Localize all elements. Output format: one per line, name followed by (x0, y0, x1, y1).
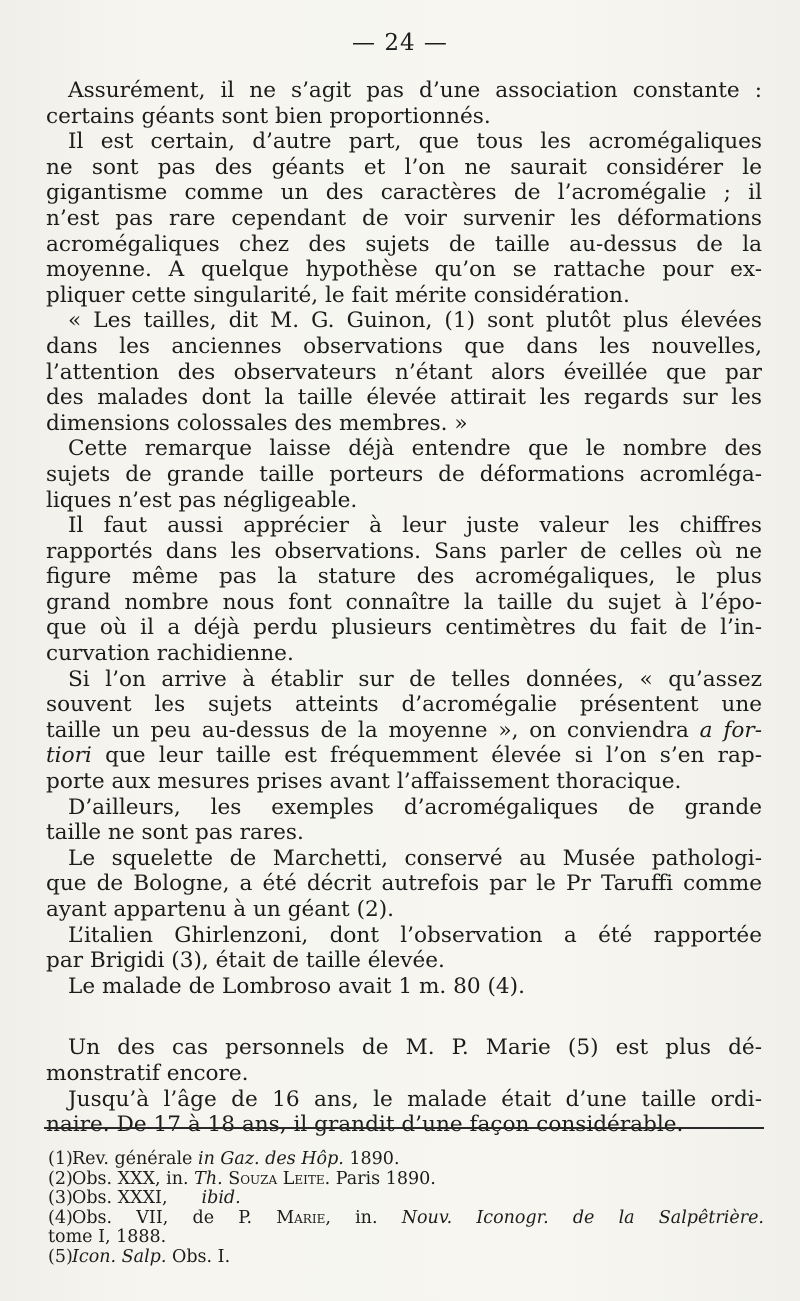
paragraph-gap (46, 999, 762, 1035)
footnote (48, 1170, 764, 1190)
text-line (46, 564, 762, 590)
body-text (46, 78, 762, 1138)
footnote (48, 1189, 764, 1209)
line-text: curvation rachidienne. (46, 641, 294, 667)
text-line (46, 923, 762, 949)
line-text: que de Bologne, a été décrit autrefois par le Pr Taruffi comme (46, 871, 762, 897)
text-line (46, 1087, 762, 1113)
line-text: pliquer cette singularité, le fait mérite considération. (46, 282, 630, 308)
line-text: monstratif encore. (46, 1060, 249, 1086)
line-text: taille ne sont pas rares. (46, 820, 304, 846)
text-line (46, 104, 762, 130)
footnote (48, 1248, 764, 1268)
footnote-number: (2) (48, 1168, 73, 1189)
line-text: que où il a déjà perdu plusieurs centimètres du fait de l’in- (46, 615, 762, 641)
text-line (46, 846, 762, 872)
footnote (48, 1209, 764, 1229)
text-line (46, 232, 762, 258)
text-line (46, 539, 762, 565)
text-line (46, 974, 762, 1000)
footnote-text: Obs. VII, de (72, 1207, 239, 1228)
page-number: — 24 — (352, 30, 448, 56)
footnote-italic: in Gaz. des Hôp. (197, 1149, 344, 1169)
footnotes (48, 1150, 764, 1267)
text-line (46, 155, 762, 181)
line-text: moyenne. A quelque hypothèse qu’on se rattache pour ex- (46, 257, 762, 283)
line-text: grand nombre nous font connaître la taille du sujet à l’épo- (46, 589, 762, 615)
text-line (46, 462, 762, 488)
footnote-divider (44, 1127, 764, 1129)
text-line (46, 667, 762, 693)
line-text: « Les tailles, dit M. G. Guinon, (1) sont plutôt plus élevées (68, 308, 762, 334)
line-text: Assurément, il ne s’agit pas d’une association constante : (68, 78, 762, 103)
text-line (46, 718, 762, 744)
line-text: taille un peu au-dessus de la moyenne », on conviendra (46, 717, 689, 743)
line-text: naire. De 17 à 18 ans, il grandit d’une façon considérable. (46, 1112, 684, 1138)
line-text: n’est pas rare cependant de voir survenir les déformations (46, 205, 762, 231)
text-line (46, 615, 762, 641)
text-line (46, 743, 762, 769)
line-text: Il faut aussi apprécier à leur juste valeur les chiffres (68, 513, 762, 539)
line-text: Un des cas personnels de M. P. Marie (5) est plus dé- (68, 1035, 762, 1061)
text-line (46, 206, 762, 232)
line-text: Jusqu’à l’âge de 16 ans, le malade était d’une taille ordi- (68, 1086, 762, 1112)
footnote-text: Obs. I. (166, 1246, 231, 1267)
footnote-text: Obs. XXX, in. (72, 1168, 195, 1189)
text-line (46, 692, 762, 718)
line-text: gigantisme comme un des caractères de l’acromégalie ; il (46, 180, 762, 206)
line-text: Il est certain, d’autre part, que tous les acromégaliques (68, 129, 762, 155)
footnote-italic: Icon. Salp. (72, 1246, 167, 1267)
footnote-text: Obs. XXXI, (72, 1188, 168, 1208)
text-line (46, 308, 762, 334)
italic-text: tiori (46, 743, 106, 769)
footnote-italic: Nouv. Iconogr. de la Salpêtrière. (401, 1207, 764, 1228)
footnote-ibid: ibid. (201, 1188, 241, 1208)
line-text: ayant appartenu à un géant (2). (46, 897, 395, 922)
text-line (46, 513, 762, 539)
line-text: Cette remarque laisse déjà entendre que le nombre des (68, 436, 762, 462)
line-text: des malades dont la taille élevée attirait les regards sur les (46, 385, 762, 411)
footnote-text: tome I, 1888. (48, 1227, 167, 1247)
text-line (46, 436, 762, 462)
line-text: Si l’on arrive à établir sur de telles données, « qu’assez (68, 666, 762, 692)
text-line (46, 385, 762, 411)
text-line (46, 1112, 762, 1138)
line-text: liques n’est pas négligeable. (46, 487, 358, 513)
text-line (46, 795, 762, 821)
line-text: L’italien Ghirlenzoni, dont l’observation a été rapportée (68, 922, 762, 948)
text-line (46, 948, 762, 974)
footnote-text: 1890. (343, 1149, 400, 1169)
line-text: dimensions colossales des membres. » (46, 410, 468, 436)
line-text: certains géants sont bien proportionnés. (46, 103, 491, 129)
line-text: ne sont pas des géants et l’on ne saurait considérer le (46, 154, 762, 180)
footnote-text: , in. (325, 1207, 402, 1228)
footnote-number: (5) (48, 1246, 73, 1267)
footnote-author: P. Marie (238, 1207, 326, 1228)
text-line (46, 78, 762, 104)
footnote-number: (3) (48, 1188, 73, 1208)
footnote (48, 1228, 764, 1248)
footnote-italic: Th. (194, 1168, 223, 1189)
text-line (46, 334, 762, 360)
text-line (46, 360, 762, 386)
text-line (46, 1035, 762, 1061)
line-text: par Brigidi (3), était de taille élevée. (46, 948, 445, 974)
text-line (46, 411, 762, 437)
footnote-author: Souza Leite (222, 1168, 325, 1189)
line-text: souvent les sujets atteints d’acromégalie présentent une (46, 692, 762, 718)
line-text: porte aux mesures prises avant l’affaissement thoracique. (46, 769, 682, 795)
footnote-text: Rev. générale (72, 1149, 198, 1169)
footnote (48, 1150, 764, 1170)
text-line (46, 257, 762, 283)
text-line (46, 641, 762, 667)
line-text: figure même pas la stature des acromégaliques, le plus (46, 564, 762, 590)
italic-text: a for- (688, 717, 762, 743)
line-text: rapportés dans les observations. Sans parler de celles où ne (46, 538, 762, 564)
text-line (46, 820, 762, 846)
text-line (46, 1061, 762, 1087)
text-line (46, 488, 762, 514)
text-line (46, 769, 762, 795)
line-text: D’ailleurs, les exemples d’acromégaliques de grande (68, 794, 762, 820)
footnote-number: (4) (48, 1207, 73, 1228)
line-text: Le malade de Lombroso avait 1 m. 80 (4). (68, 973, 525, 999)
text-line (46, 897, 762, 923)
line-text: que leur taille est fréquemment élevée si l’on s’en rap- (105, 743, 762, 769)
line-text: sujets de grande taille porteurs de déformations acromléga- (46, 461, 762, 487)
text-line (46, 871, 762, 897)
footnote-number: (1) (48, 1149, 73, 1169)
text-line (46, 590, 762, 616)
line-text: Le squelette de Marchetti, conservé au Musée pathologi- (68, 845, 762, 871)
text-line (46, 283, 762, 309)
text-line (46, 129, 762, 155)
footnote-text: . Paris 1890. (324, 1168, 436, 1189)
line-text: l’attention des observateurs n’étant alors éveillée que par (46, 359, 762, 385)
line-text: dans les anciennes observations que dans les nouvelles, (46, 333, 762, 359)
text-line (46, 180, 762, 206)
line-text: acromégaliques chez des sujets de taille au-dessus de la (46, 231, 762, 257)
